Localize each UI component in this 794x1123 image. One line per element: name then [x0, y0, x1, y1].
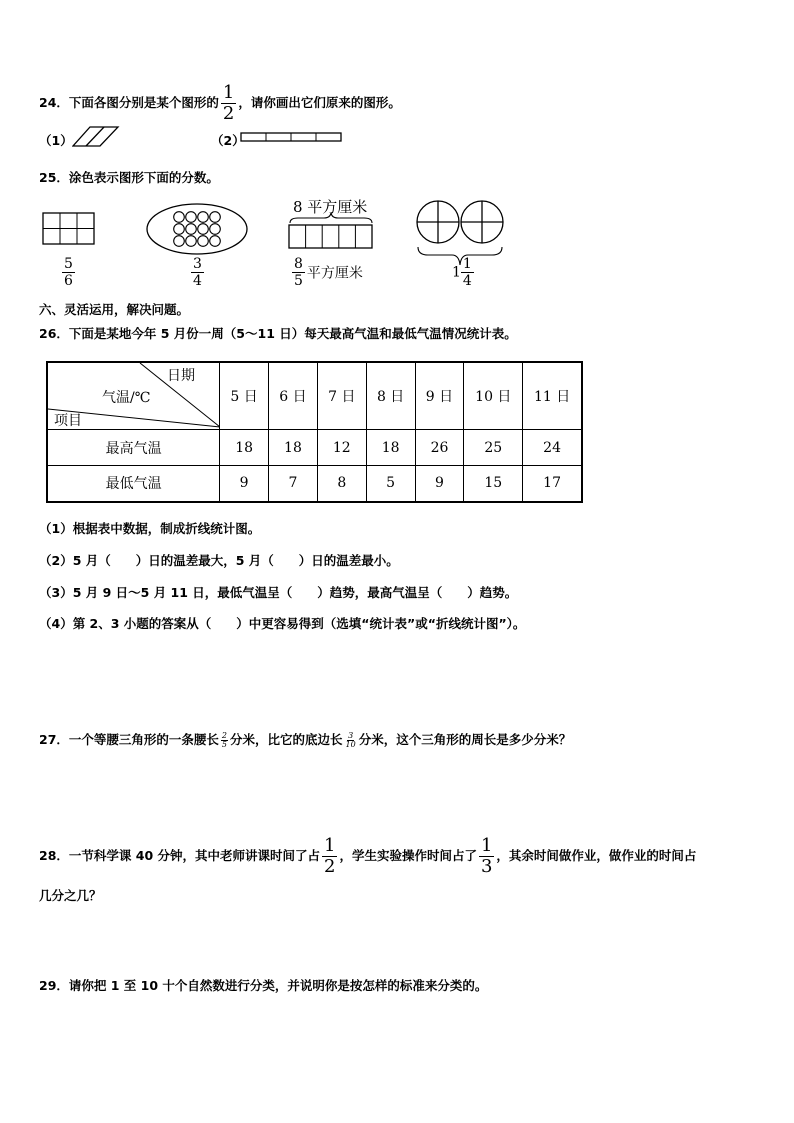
q24-frac-denominator: 2: [222, 103, 235, 124]
q25-fig3-area-label: 8 平方厘米: [293, 198, 368, 216]
table-cell: 17: [523, 466, 582, 502]
q24-parallelogram-figure: [72, 124, 120, 148]
table-header-row: [47, 362, 582, 430]
q26-sub4: （4）第 2、3 小题的答案从（ ）中更容易得到（选填“统计表”或“折线统计图”）。: [39, 616, 526, 631]
q28-f1-denominator: 2: [324, 856, 336, 877]
q28-f2-numerator: 1: [480, 835, 493, 856]
q24-suffix: ，请你画出它们原来的图形。: [238, 95, 401, 110]
q24-item1-label: （1）: [39, 133, 73, 148]
table-cell: 7: [269, 466, 318, 502]
table-cell: 8: [317, 466, 366, 502]
column-header: 6 日: [269, 362, 318, 430]
q27-fraction-2: [345, 732, 357, 749]
q27-f2-numerator: 3: [348, 731, 354, 740]
q28-part1: 28．一节科学课 40 分钟，其中老师讲课时间了占: [39, 848, 320, 863]
q24-frac-numerator: 1: [222, 82, 235, 103]
row-label: 最低气温: [47, 466, 220, 502]
q25-grid-figure: [42, 212, 96, 246]
column-header: 11 日: [523, 362, 582, 430]
q25-fig3-denominator: 5: [294, 273, 303, 289]
q28-fraction-1: [322, 837, 337, 876]
q27-part3: 分米，这个三角形的周长是多少分米？: [358, 732, 572, 747]
question-28: [39, 837, 696, 876]
q27-part1: 27．一个等腰三角形的一条腰长: [39, 732, 219, 747]
table-row-high: [47, 430, 582, 466]
q25-fig3-numerator: 8: [294, 256, 303, 272]
corner-temp-label: 气温/℃: [102, 390, 151, 406]
q25-fig2-denominator: 4: [193, 273, 202, 289]
q25-fig4-denominator: 4: [462, 273, 472, 289]
q24-prefix: 24．下面各图分别是某个图形的: [39, 95, 219, 110]
table-cell: 9: [220, 466, 269, 502]
column-header: 5 日: [220, 362, 269, 430]
corner-date-label: 日期: [167, 368, 195, 384]
q28-part2: ，学生实验操作时间占了: [339, 848, 477, 863]
q25-fig4-whole: 1: [452, 264, 461, 281]
corner-item-label: 项目: [54, 413, 82, 429]
section-six-heading: 六、灵活运用，解决问题。: [39, 302, 190, 317]
q26-sub2: （2）5 月（ ）日的温差最大，5 月（ ）日的温差最小。: [39, 553, 399, 568]
question-27: [39, 730, 571, 749]
table-corner-cell: [47, 362, 220, 430]
q25-rect-strip-figure: [288, 224, 374, 250]
q25-fig3-unit: 平方厘米: [306, 265, 363, 282]
temperature-table: [46, 361, 583, 503]
table-cell: 26: [415, 430, 464, 466]
q25-fig4-numerator: 1: [462, 256, 472, 272]
q24-strip-figure: [238, 131, 344, 143]
q28-f1-numerator: 1: [324, 835, 336, 856]
column-header: 10 日: [464, 362, 523, 430]
table-cell: 18: [366, 430, 415, 466]
q27-f1-numerator: 2: [221, 731, 227, 740]
table-cell: 15: [464, 466, 523, 502]
table-cell: 18: [220, 430, 269, 466]
q25-fig2-numerator: 3: [193, 256, 202, 272]
q28-fraction-2: [479, 837, 494, 876]
q27-f1-denominator: 5: [221, 740, 227, 749]
table-cell: 24: [523, 430, 582, 466]
q28-f2-denominator: 3: [480, 856, 493, 877]
q28-line2: 几分之几？: [39, 888, 102, 903]
q25-ellipse-circles-figure: [145, 202, 249, 256]
q25-fig1-fraction: [60, 257, 77, 288]
question-24: [39, 84, 401, 123]
q27-part2: 分米，比它的底边长: [230, 732, 343, 747]
question-26: 26．下面是某地今年 5 月份一周（5～11 日）每天最高气温和最低气温情况统计表。: [39, 326, 517, 341]
column-header: 7 日: [317, 362, 366, 430]
q25-bracket-top: [288, 212, 374, 224]
q24-item2-label: （2）: [211, 133, 245, 148]
q25-fig4-mixed-number: [452, 257, 476, 288]
q25-fig2-fraction: [189, 257, 206, 288]
q27-fraction-1: [221, 732, 228, 749]
q24-fraction: [221, 84, 236, 123]
q27-f2-denominator: 10: [345, 740, 356, 749]
table-cell: 18: [269, 430, 318, 466]
question-25: 25．涂色表示图形下面的分数。: [39, 170, 219, 185]
table-cell: 9: [415, 466, 464, 502]
q28-part3: ，其余时间做作业，做作业的时间占: [496, 848, 697, 863]
row-label: 最高气温: [47, 430, 220, 466]
table-cell: 25: [464, 430, 523, 466]
q26-sub1: （1）根据表中数据，制成折线统计图。: [39, 521, 261, 536]
q25-fig1-numerator: 5: [64, 256, 73, 272]
column-header: 8 日: [366, 362, 415, 430]
question-29: 29．请你把 1 至 10 十个自然数进行分类，并说明你是按怎样的标准来分类的。: [39, 978, 488, 993]
table-row-low: [47, 466, 582, 502]
table-cell: 5: [366, 466, 415, 502]
q25-fig3-label: [290, 257, 363, 288]
q26-sub3: （3）5 月 9 日～5 月 11 日，最低气温呈（ ）趋势，最高气温呈（ ）趋势。: [39, 585, 518, 600]
column-header: 9 日: [415, 362, 464, 430]
table-cell: 12: [317, 430, 366, 466]
q25-fig1-denominator: 6: [64, 273, 73, 289]
